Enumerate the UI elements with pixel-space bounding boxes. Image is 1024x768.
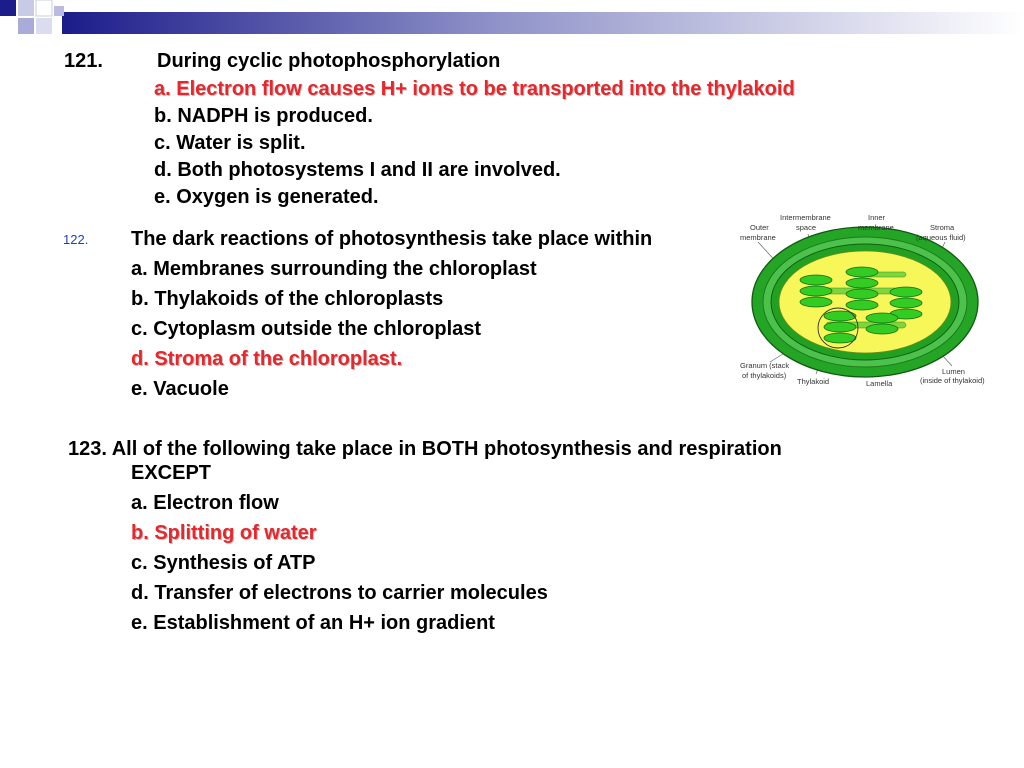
label-inner-membrane-1: Inner [868, 213, 886, 222]
chloroplast-illustration [730, 210, 1000, 395]
q123-option-b: b. Splitting of water [131, 522, 317, 544]
q122-number: 122. [63, 232, 89, 247]
label-lumen-2: (inside of thylakoid) [920, 376, 985, 385]
label-lamella: Lamella [866, 379, 893, 388]
q121-option-a: a. Electron flow causes H+ ions to be transported into the thylakoid [154, 78, 795, 100]
q121-option-d: d. Both photosystems I and II are involved. [154, 159, 561, 181]
banner-square [54, 6, 64, 16]
q121-option-b: b. NADPH is produced. [154, 105, 373, 127]
q123-option-c: c. Synthesis of ATP [131, 552, 316, 574]
banner-square [18, 0, 34, 16]
banner-square [36, 18, 52, 34]
q123-stem-line1: 123. All of the following take place in BOTH photosynthesis and respiration [68, 438, 782, 460]
q123-stem-line2: EXCEPT [131, 462, 212, 484]
label-stroma-1: Stroma [930, 223, 955, 232]
label-lumen-1: Lumen [942, 367, 965, 376]
q121-option-e: e. Oxygen is generated. [154, 186, 379, 208]
banner-gradient-bar [62, 12, 1024, 34]
q122-option-d: d. Stroma of the chloroplast. [131, 348, 403, 370]
q121-option-c: c. Water is split. [154, 132, 306, 154]
banner-square [0, 0, 16, 16]
chloroplast-diagram [730, 210, 1000, 395]
label-granum-1: Granum (stack [740, 361, 790, 370]
q122-option-b: b. Thylakoids of the chloroplasts [131, 288, 444, 310]
q121-stem: During cyclic photophosphorylation [157, 50, 501, 72]
q122-stem: The dark reactions of photosynthesis take place within [131, 228, 653, 250]
label-granum-2: of thylakoids) [742, 371, 787, 380]
q123-option-d: d. Transfer of electrons to carrier molecules [131, 582, 548, 604]
title-banner [0, 0, 1024, 36]
q123-option-e: e. Establishment of an H+ ion gradient [131, 612, 495, 634]
q121-number: 121. [64, 50, 103, 72]
label-stroma-2: (aqueous fluid) [916, 233, 966, 242]
banner-square [18, 18, 34, 34]
label-inner-membrane-2: membrane [858, 223, 894, 232]
banner-graphic [0, 0, 1024, 36]
label-intermembrane-1: Intermembrane [780, 213, 831, 222]
q122-option-e: e. Vacuole [131, 378, 229, 400]
q123-option-a: a. Electron flow [131, 492, 279, 514]
banner-square [36, 0, 52, 16]
label-outer-membrane-1: Outer [750, 223, 769, 232]
label-outer-membrane-2: membrane [740, 233, 776, 242]
q122-option-a: a. Membranes surrounding the chloroplast [131, 258, 537, 280]
q122-option-c: c. Cytoplasm outside the chloroplast [131, 318, 482, 340]
label-intermembrane-2: space [796, 223, 817, 232]
label-thylakoid: Thylakoid [797, 377, 830, 386]
